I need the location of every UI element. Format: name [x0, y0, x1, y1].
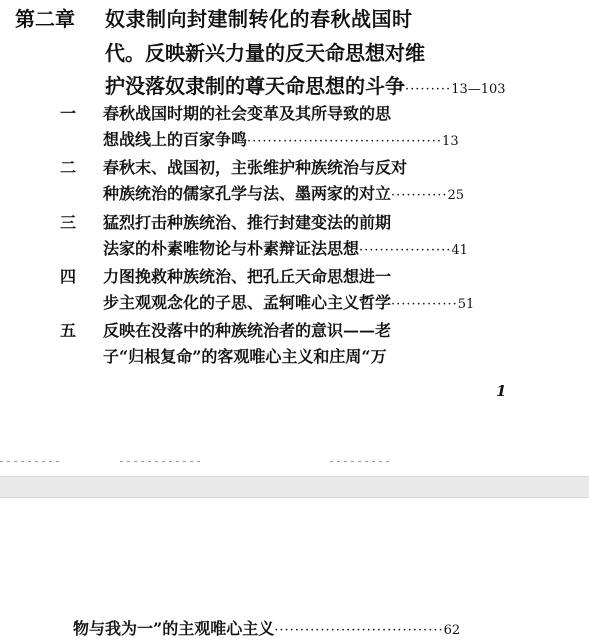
document-page-2 [0, 498, 589, 643]
chapter-title-line-3 [105, 70, 506, 99]
section-4-leader: ············· [391, 297, 458, 312]
section-4-line-2 [103, 290, 474, 313]
section-2-line-1: 春秋末、战国初，主张维护种族统治与反对 [103, 158, 408, 177]
section-1-number: 一 [60, 104, 77, 123]
section-5-line-3 [73, 616, 460, 639]
page-separator [0, 476, 589, 498]
chapter-page-range: 13—103 [451, 82, 506, 97]
section-5-number: 五 [60, 321, 77, 340]
section-5-line-2: 子“归根复命”的客观唯心主义和庄周“万 [103, 347, 387, 366]
scan-artifact-left [0, 461, 60, 462]
section-4-page: 51 [457, 297, 475, 312]
scan-artifact-right [330, 461, 390, 462]
chapter-label: 第二章 [15, 7, 75, 31]
section-5-line-1: 反映在没落中的种族统治者的意识——老 [103, 321, 392, 340]
section-2-line-2-text: 种族统治的儒家孔学与法、墨两家的对立 [103, 184, 392, 203]
section-3-number: 三 [60, 213, 77, 232]
section-5-line-3-text: 物与我为一”的主观唯心主义 [73, 619, 275, 638]
section-2-number: 二 [60, 158, 77, 177]
section-3-line-2 [103, 236, 468, 259]
section-4-number: 四 [60, 267, 77, 286]
section-3-leader: ·················· [359, 243, 452, 258]
section-4-line-1: 力图挽救种族统治、把孔丘天命思想进一 [103, 267, 392, 286]
section-3-page: 41 [451, 243, 468, 258]
chapter-leader: ········· [405, 82, 452, 97]
section-1-line-2 [103, 127, 459, 150]
section-1-line-1: 春秋战国时期的社会变革及其所导致的思 [103, 104, 392, 123]
section-3-line-2-text: 法家的朴素唯物论与朴素辩证法思想 [103, 239, 360, 258]
section-3-line-1: 猛烈打击种族统治、推行封建变法的前期 [103, 213, 392, 232]
page-number: 1 [496, 382, 507, 400]
chapter-title-line-2: 代。反映新兴力量的反天命思想对维 [105, 41, 425, 65]
section-2-line-2 [103, 181, 464, 204]
section-1-page: 13 [442, 134, 459, 149]
section-4-line-2-text: 步主观观念化的子思、孟轲唯心主义哲学 [103, 293, 392, 312]
chapter-title-line-1: 奴隶制向封建制转化的春秋战国时 [105, 7, 413, 31]
section-5-page: 62 [443, 623, 461, 638]
chapter-title-text: 护没落奴隶制的尊天命思想的斗争 [105, 74, 405, 98]
section-2-page: 25 [447, 188, 465, 203]
section-1-line-2-text: 想战线上的百家争鸣 [103, 130, 248, 149]
section-1-leader: ······································ [247, 134, 443, 149]
section-2-leader: ··········· [391, 188, 448, 203]
scan-artifact-middle [120, 461, 200, 462]
section-5-leader: ································· [274, 623, 444, 638]
